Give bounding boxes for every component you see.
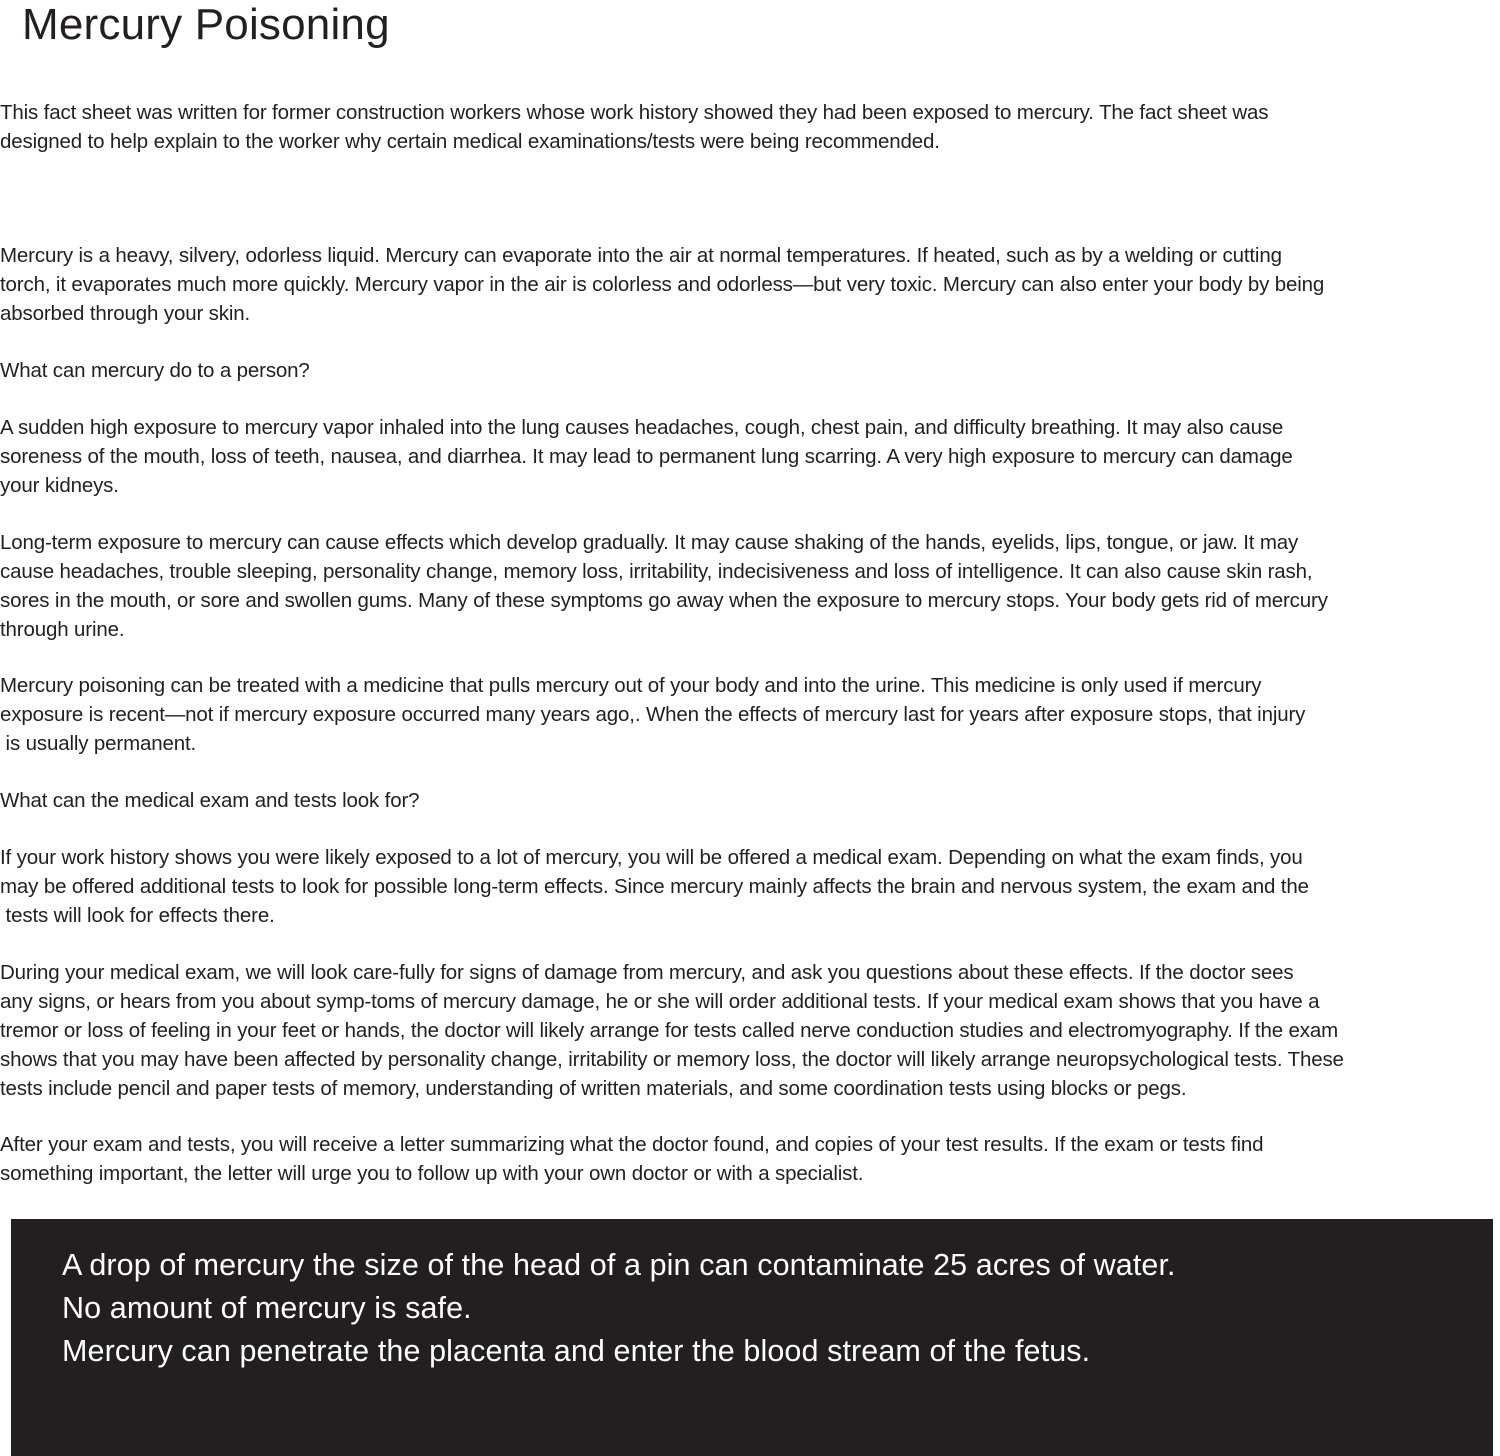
intro-paragraph: [0, 98, 1498, 156]
text-line: absorbed through your skin.: [0, 302, 251, 325]
text-line: designed to help explain to the worker why certain medical examinations/tests were being recommended.: [0, 130, 940, 153]
text-line: Long-term exposure to mercury can cause effects which develop gradually. It may cause shaking of the hands, eyelids, lips, tongue, or jaw. It may: [0, 531, 1299, 554]
text-line: tremor or loss of feeling in your feet or hands, the doctor will likely arrange for tests called nerve conduction studies and electromyography. If the exam: [0, 1019, 1339, 1042]
callout-line: No amount of mercury is safe.: [62, 1291, 472, 1325]
body-paragraph-long-term: [0, 528, 1498, 644]
text-line: What can mercury do to a person?: [0, 359, 310, 382]
body-paragraph-exam-details: [0, 958, 1498, 1103]
text-line: any signs, or hears from you about symp-toms of mercury damage, he or she will order additional tests. If your medical exam shows that you have a: [0, 990, 1320, 1013]
body-paragraph-exam-offer: [0, 843, 1498, 930]
text-line: through urine.: [0, 618, 125, 641]
text-line: is usually permanent.: [0, 732, 197, 755]
text-line: tests include pencil and paper tests of memory, understanding of written materials, and some coordination tests using blocks or pegs.: [0, 1077, 1187, 1100]
text-line: During your medical exam, we will look care-fully for signs of damage from mercury, and ask you questions about these effects. If the doctor sees: [0, 961, 1294, 984]
text-line: exposure is recent—not if mercury exposure occurred many years ago,. When the effects of mercury last for years after exposure stops, that injury: [0, 703, 1306, 726]
text-line: sores in the mouth, or sore and swollen gums. Many of these symptoms go away when the exposure to mercury stops. Your body gets rid of mercury: [0, 589, 1328, 612]
text-line: cause headaches, trouble sleeping, personality change, memory loss, irritability, indecisiveness and loss of intelligence. It can also cause skin rash,: [0, 560, 1313, 583]
callout-text: [62, 1244, 1176, 1373]
body-paragraph-treatment: [0, 671, 1498, 758]
text-line: What can the medical exam and tests look for?: [0, 789, 420, 812]
callout-line: Mercury can penetrate the placenta and enter the blood stream of the fetus.: [62, 1334, 1091, 1368]
text-line: something important, the letter will urge you to follow up with your own doctor or with a specialist.: [0, 1162, 864, 1185]
text-line: Mercury is a heavy, silvery, odorless liquid. Mercury can evaporate into the air at normal temperatures. If heated, such as by a welding or cutting: [0, 244, 1282, 267]
text-line: your kidneys.: [0, 474, 119, 497]
page-title: Mercury Poisoning: [22, 0, 390, 49]
body-paragraph-evaporation: [0, 241, 1498, 328]
callout-line: A drop of mercury the size of the head of a pin can contaminate 25 acres of water.: [62, 1248, 1176, 1282]
text-line: Mercury poisoning can be treated with a medicine that pulls mercury out of your body and into the urine. This medicine is only used if mercury: [0, 674, 1262, 697]
text-line: soreness of the mouth, loss of teeth, nausea, and diarrhea. It may lead to permanent lung scarring. A very high exposure to mercury can damage: [0, 445, 1293, 468]
text-line: This fact sheet was written for former construction workers whose work history showed they had been exposed to mercury. The fact sheet was: [0, 101, 1269, 124]
text-line: After your exam and tests, you will receive a letter summarizing what the doctor found, and copies of your test results. If the exam or tests find: [0, 1133, 1264, 1156]
body-paragraph-results-letter: [0, 1130, 1498, 1188]
text-line: tests will look for effects there.: [0, 904, 275, 927]
section-question-effects: [0, 356, 1498, 385]
text-line: torch, it evaporates much more quickly. Mercury vapor in the air is colorless and odorless—but very toxic. Mercury can also enter your body by being: [0, 273, 1325, 296]
callout-box: [11, 1219, 1493, 1456]
body-paragraph-sudden-exposure: [0, 413, 1498, 500]
text-line: shows that you may have been affected by personality change, irritability or memory loss, the doctor will likely arrange neuropsychological tests. These: [0, 1048, 1344, 1071]
section-question-exam: [0, 786, 1498, 815]
text-line: A sudden high exposure to mercury vapor inhaled into the lung causes headaches, cough, chest pain, and difficulty breathing. It may also cause: [0, 416, 1284, 439]
text-line: may be offered additional tests to look for possible long-term effects. Since mercury mainly affects the brain and nervous system, the exam and the: [0, 875, 1309, 898]
text-line: If your work history shows you were likely exposed to a lot of mercury, you will be offered a medical exam. Depending on what the exam finds, you: [0, 846, 1303, 869]
